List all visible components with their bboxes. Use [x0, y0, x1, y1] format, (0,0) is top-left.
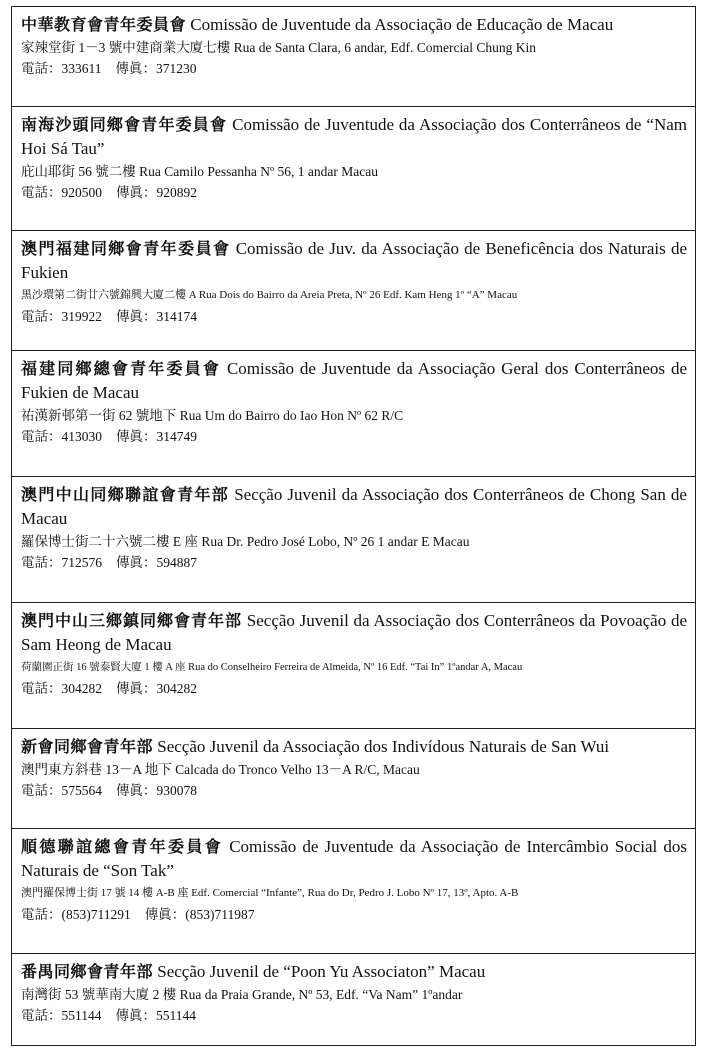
- entry-phone: 電話：413030: [21, 429, 102, 444]
- entry-5: [12, 603, 695, 729]
- entry-name-pt: Comissão de Juv. da Associação de Beneficência dos Naturais de Fukien: [21, 239, 687, 282]
- entry-name-zh: 澳門福建同鄉會青年委員會: [21, 239, 231, 258]
- entry-address: 澳門東方斜巷 13－A 地下 Calcada do Tronco Velho 13－A R/C, Macau: [21, 762, 420, 777]
- entry-3: [12, 351, 695, 477]
- entry-name-pt: Secção Juvenil da Associação dos Conterrâneos de Chong San de Macau: [21, 485, 687, 528]
- entry-name-zh: 新會同鄉會青年部: [21, 737, 154, 756]
- entry-name-pt: Secção Juvenil da Associação dos Conterrâneos da Povoação de Sam Heong de Macau: [21, 611, 688, 654]
- entry-4: [12, 477, 695, 603]
- entry-fax: 傳眞：(853)711987: [144, 907, 255, 922]
- entry-name-zh: 番禺同鄉會青年部: [21, 962, 154, 981]
- entry-8: [12, 954, 695, 1045]
- entry-title: [21, 960, 687, 984]
- entry-contact: [21, 306, 687, 327]
- entry-title: [21, 357, 687, 405]
- entry-fax: 傳眞：551144: [115, 1008, 196, 1023]
- entry-title: [21, 483, 687, 531]
- entry-contact: [21, 1005, 687, 1026]
- entry-name-zh: 澳門中山三鄉鎮同鄉會青年部: [21, 611, 243, 630]
- entry-fax: 傳眞：594887: [116, 555, 197, 570]
- entry-address: 庇山耶街 56 號二樓 Rua Camilo Pessanha Nº 56, 1 andar Macau: [21, 164, 379, 179]
- entry-address: 祐漢新邨第一街 62 號地下 Rua Um do Bairro do Iao Hon Nº 62 R/C: [21, 408, 404, 423]
- entry-address: 澳門羅保博士街 17 號 14 樓 A-B 座 Edf. Comercial “Infante”, Rua do Dr, Pedro J. Lobo Nº 17, 13º, Apto. A-B: [21, 887, 519, 899]
- entry-name-zh: 中華教育會青年委員會: [21, 15, 187, 34]
- entry-name-zh: 南海沙頭同鄉會青年委員會: [21, 115, 228, 134]
- entry-0: [12, 7, 695, 107]
- entry-phone: 電話：920500: [21, 185, 102, 200]
- entry-contact: [21, 552, 687, 573]
- entry-phone: 電話：(853)711291: [21, 907, 131, 922]
- entry-address: 家辣堂街 1－3 號中建商業大廈七樓 Rua de Santa Clara, 6 andar, Edf. Comercial Chung Kin: [21, 40, 537, 55]
- entry-contact: [21, 58, 687, 79]
- entry-2: [12, 231, 695, 351]
- entry-contact: [21, 426, 687, 447]
- entry-contact: [21, 780, 687, 801]
- entry-contact: [21, 678, 687, 699]
- entry-name-pt: Secção Juvenil de “Poon Yu Associaton” Macau: [157, 962, 486, 981]
- directory-table: [11, 6, 696, 1046]
- entry-name-zh: 澳門中山同鄉聯誼會青年部: [21, 485, 230, 504]
- entry-7: [12, 829, 695, 954]
- entry-fax: 傳眞：314749: [116, 429, 197, 444]
- entry-phone: 電話：304282: [21, 681, 102, 696]
- entry-name-pt: Comissão de Juventude da Associação dos Conterrâneos de “Nam Hoi Sá Tau”: [21, 115, 687, 158]
- entry-name-zh: 福建同鄉總會青年委員會: [21, 359, 221, 378]
- entry-title: [21, 113, 687, 161]
- entry-name-pt: Comissão de Juventude da Associação Geral dos Conterrâneos de Fukien de Macau: [21, 359, 687, 402]
- entry-contact: [21, 182, 687, 203]
- entry-phone: 電話：319922: [21, 309, 102, 324]
- entry-address: 荷蘭園正街 16 號泰賢大廈 1 樓 A 座 Rua do Conselheiro Ferreira de Almeida, Nº 16 Edf. “Tai In” 1ºandar A, Macau: [21, 662, 523, 673]
- entry-name-zh: 順德聯誼總會青年委員會: [21, 837, 224, 856]
- entry-fax: 傳眞：314174: [116, 309, 197, 324]
- entry-title: [21, 237, 687, 285]
- entry-phone: 電話：333611: [21, 61, 102, 76]
- entry-address: 羅保博士街二十六號二樓 E 座 Rua Dr. Pedro José Lobo, Nº 26 1 andar E Macau: [21, 534, 470, 549]
- entry-6: [12, 729, 695, 829]
- entry-title: [21, 735, 687, 759]
- entry-1: [12, 107, 695, 231]
- entry-phone: 電話：551144: [21, 1008, 102, 1023]
- entry-contact: [21, 904, 687, 925]
- entry-phone: 電話：575564: [21, 783, 102, 798]
- entry-address: 南灣街 53 號華南大廈 2 樓 Rua da Praia Grande, Nº 53, Edf. “Va Nam” 1ºandar: [21, 987, 463, 1002]
- entry-title: [21, 835, 687, 883]
- entry-title: [21, 13, 687, 37]
- entry-name-pt: Comissão de Juventude da Associação de Educação de Macau: [190, 15, 614, 34]
- entry-name-pt: Secção Juvenil da Associação dos Indivídous Naturais de San Wui: [157, 737, 610, 756]
- entry-address: 黑沙環第二街廿六號錦興大廈二樓 A Rua Dois do Bairro da Areia Preta, Nº 26 Edf. Kam Heng 1º “A” Macau: [21, 289, 518, 301]
- entry-name-pt: Comissão de Juventude da Associação de Intercâmbio Social dos Naturais de “Son Tak”: [21, 837, 687, 880]
- entry-title: [21, 609, 687, 657]
- entry-phone: 電話：712576: [21, 555, 102, 570]
- entry-fax: 傳眞：930078: [116, 783, 197, 798]
- entry-fax: 傳眞：304282: [116, 681, 197, 696]
- entry-fax: 傳眞：371230: [115, 61, 197, 76]
- entry-fax: 傳眞：920892: [116, 185, 197, 200]
